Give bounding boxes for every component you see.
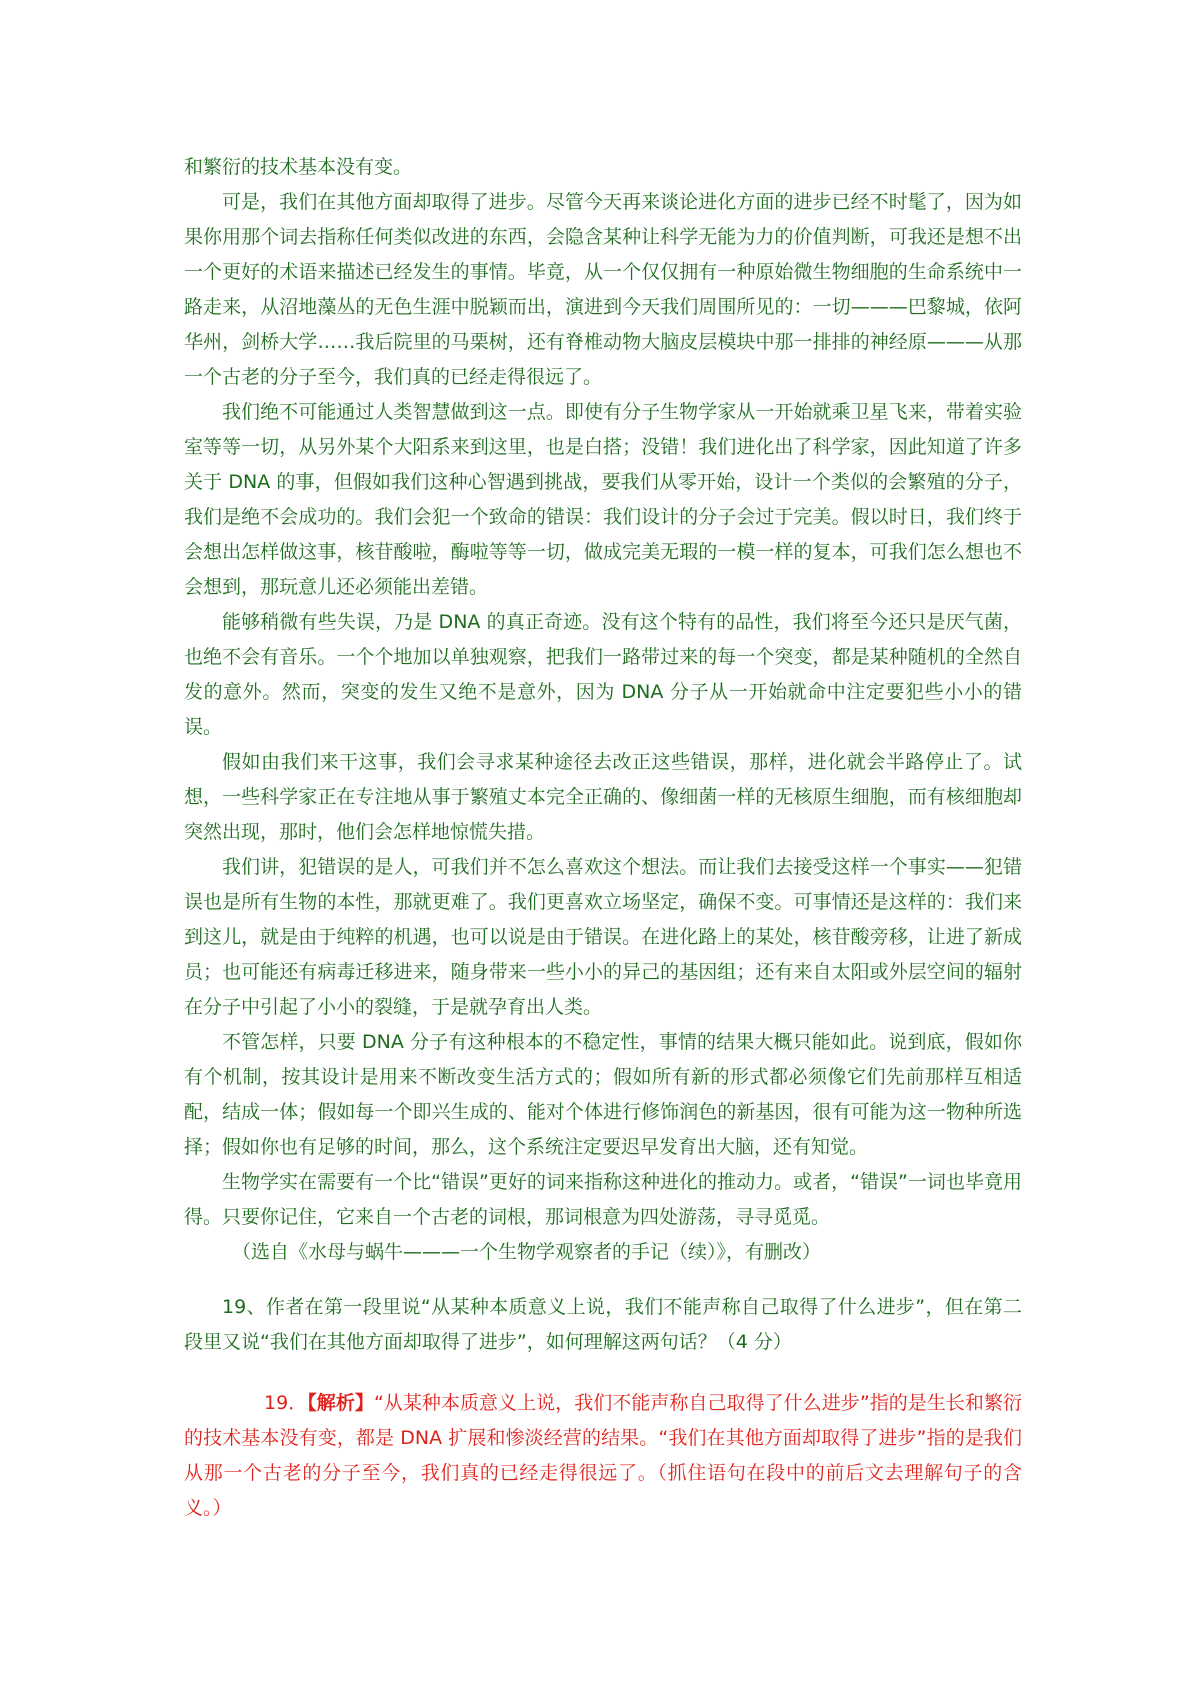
paragraph-5: 假如由我们来干这事，我们会寻求某种途径去改正这些错误，那样，进化就会半路停止了。试想，一些科学家正在专注地从事于繁殖丈本完全正确的、像细菌一样的无核原生细胞，而有核细胞却突然出现，那时，他们会怎样地惊慌失措。 <box>184 751 1022 843</box>
paragraph-6: 我们讲，犯错误的是人，可我们并不怎么喜欢这个想法。而让我们去接受这样一个事实——犯错误也是所有生物的本性，那就更难了。我们更喜欢立场坚定，确保不变。可事情还是这样的：我们来到这儿，就是由于纯粹的机遇，也可以说是由于错误。在进化路上的某处，核苷酸旁移，让进了新成员；也可能还有病毒迁移进来，随身带来一些小小的异己的基因组；还有来自太阳或外层空间的辐射在分子中引起了小小的裂缝，于是就孕育出人类。 <box>184 856 1022 1018</box>
answer-text: “从某种本质意义上说，我们不能声称自己取得了什么进步”指的是生长和繁衍的技术基本没有变，都是 DNA 扩展和惨淡经营的结果。“我们在其他方面却取得了进步”指的是我们从那一个古老的分子至今，我们真的已经走得很远了。（抓住语句在段中的前后文去理解句子的含义。） <box>184 1392 1022 1519</box>
document-page <box>184 150 1022 1526</box>
answer-number: 19． <box>264 1392 308 1414</box>
source-citation: （选自《水母与蜗牛———一个生物学观察者的手记（续）》，有删改） <box>232 1241 822 1263</box>
question-19: 19、作者在第一段里说“从某种本质意义上说，我们不能声称自己取得了什么进步”，但在第二段里又说“我们在其他方面却取得了进步”，如何理解这两句话？（4 分） <box>184 1296 1022 1353</box>
answer-tag: 【解析】 <box>307 1392 374 1414</box>
paragraph-1: 和繁衍的技术基本没有变。 <box>184 156 413 178</box>
paragraph-7: 不管怎样，只要 DNA 分子有这种根本的不稳定性，事情的结果大概只能如此。说到底，假如你有个机制，按其设计是用来不断改变生活方式的；假如所有新的形式都必须像它们先前那样互相适配，结成一体；假如每一个即兴生成的、能对个体进行修饰润色的新基因，很有可能为这一物种所选择；假如你也有足够的时间，那么，这个系统注定要迟早发育出大脑，还有知觉。 <box>184 1031 1022 1158</box>
paragraph-4: 能够稍微有些失误，乃是 DNA 的真正奇迹。没有这个特有的品性，我们将至今还只是厌气菌，也绝不会有音乐。一个个地加以单独观察，把我们一路带过来的每一个突变，都是某种随机的全然自发的意外。然而，突变的发生又绝不是意外，因为 DNA 分子从一开始就命中注定要犯些小小的错误。 <box>184 611 1022 738</box>
paragraph-3: 我们绝不可能通过人类智慧做到这一点。即使有分子生物学家从一开始就乘卫星飞来，带着实验室等等一切，从另外某个大阳系来到这里，也是白搭；没错！我们进化出了科学家，因此知道了许多关于 DNA 的事，但假如我们这种心智遇到挑战，要我们从零开始，设计一个类似的会繁殖的分子，我们是绝不会成功的。我们会犯一个致命的错误：我们设计的分子会过于完美。假以时日，我们终于会想出怎样做这事，核苷酸啦，酶啦等等一切，做成完美无瑕的一模一样的复本，可我们怎么想也不会想到，那玩意儿还必须能出差错。 <box>184 401 1022 598</box>
paragraph-2: 可是，我们在其他方面却取得了进步。尽管今天再来谈论进化方面的进步已经不时髦了，因为如果你用那个词去指称任何类似改进的东西，会隐含某种让科学无能为力的价值判断，可我还是想不出一个更好的术语来描述已经发生的事情。毕竟，从一个仅仅拥有一种原始微生物细胞的生命系统中一路走来，从沼地藻丛的无色生涯中脱颖而出，演进到今天我们周围所见的：一切———巴黎城，依阿华州，剑桥大学……我后院里的马栗树，还有脊椎动物大脑皮层模块中那一排排的神经原———从那一个古老的分子至今，我们真的已经走得很远了。 <box>184 191 1022 388</box>
answer-19 <box>184 1386 1022 1526</box>
paragraph-8: 生物学实在需要有一个比“错误”更好的词来指称这种进化的推动力。或者，“错误”一词也毕竟用得。只要你记住，它来自一个古老的词根，那词根意为四处游荡，寻寻觅觅。 <box>184 1171 1022 1228</box>
